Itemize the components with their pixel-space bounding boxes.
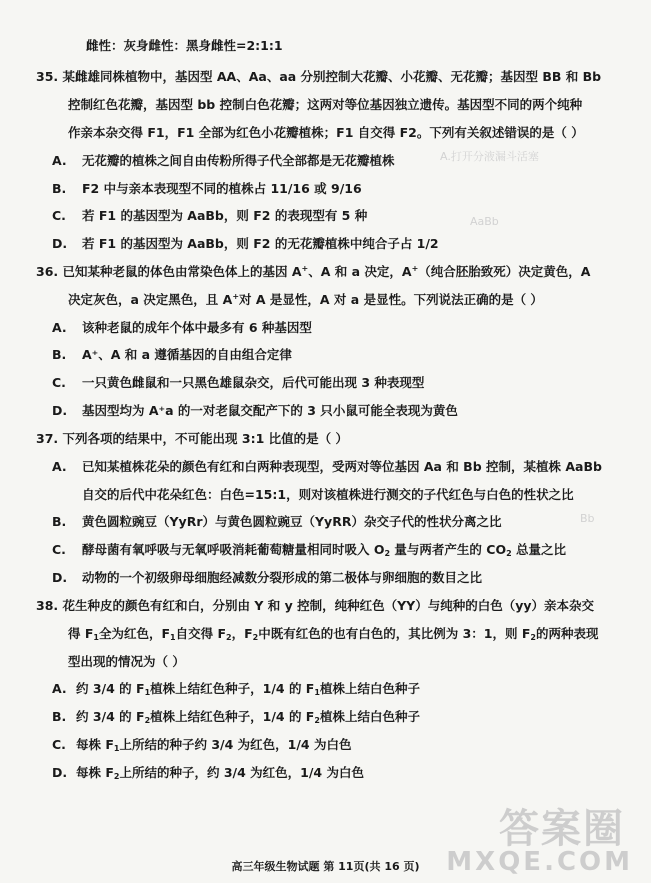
question-text: 某雌雄同株植物中，基因型 AA、Aa、aa 分别控制大花瓣、小花瓣、无花瓣；基因型 BB 和 Bb xyxy=(62,69,602,84)
option-37-a xyxy=(52,459,602,475)
option-37-d xyxy=(52,570,482,586)
watermark-logo: 答案圈 MXQE.COM xyxy=(446,806,633,877)
option-35-d xyxy=(52,236,439,252)
option-37-b xyxy=(52,514,501,530)
option-label: C. xyxy=(52,375,66,390)
option-text: 黄色圆粒豌豆（YyRr）与黄色圆粒豌豆（YyRR）杂交子代的性状分离之比 xyxy=(82,514,502,529)
option-text: 若 F1 的基因型为 AaBb，则 F2 的表现型有 5 种 xyxy=(82,208,368,223)
option-label: D. xyxy=(52,236,68,251)
option-37-a-cont: 自交的后代中花朵红色：白色=15:1，则对该植株进行测交的子代红色与白色的性状之比 xyxy=(82,487,574,502)
option-text: F2 中与亲本表现型不同的植株占 11/16 或 9/16 xyxy=(82,181,362,196)
bleed-through-text: AaBb xyxy=(470,215,499,228)
option-label: A. xyxy=(52,459,67,474)
option-label: B. xyxy=(52,709,67,724)
option-text: 基因型均为 A⁺a 的一对老鼠交配产下的 3 只小鼠可能全表现为黄色 xyxy=(82,403,458,418)
option-35-b xyxy=(52,181,362,197)
option-label: D. xyxy=(52,403,68,418)
option-label: B. xyxy=(52,347,67,362)
option-36-d xyxy=(52,403,458,419)
option-38-a: A. 约 3/4 的 $F_1$植株上结红色种子，1/4 的 $F_1$植株上结白色种子 xyxy=(52,681,420,697)
option-text: 若 F1 的基因型为 AaBb，则 F2 的无花瓣植株中纯合子占 1/2 xyxy=(82,236,439,251)
bleed-through-text: A.打开分液漏斗活塞 xyxy=(440,150,539,163)
option-text: 该种老鼠的成年个体中最多有 6 种基因型 xyxy=(82,320,312,335)
option-38-b: B. 约 3/4 的 $F_2$植株上结红色种子，1/4 的 $F_2$植株上结白色种子 xyxy=(52,709,420,725)
question-38-stem-3: 型出现的情况为（ ） xyxy=(68,654,185,669)
question-37-stem xyxy=(36,431,348,447)
option-text: 无花瓣的植株之间自由传粉所得子代全部都是无花瓣植株 xyxy=(82,153,395,168)
option-label: C. xyxy=(52,737,66,752)
option-label: C. xyxy=(52,208,66,223)
question-38-stem-1: 38. 花生种皮的颜色有红和白，分别由 Y 和 y 控制，纯种红色（YY）与纯种的白色（yy）亲本杂交 xyxy=(36,598,595,613)
option-38-c: C. 每株 $F_1$上所结的种子约 3/4 为红色，1/4 为白色 xyxy=(52,737,352,753)
question-36-stem-1: 36. 已知某种老鼠的体色由常染色体上的基因 A+、A 和 a 决定，A+（纯合胚胎致死）决定黄色，A xyxy=(36,264,591,279)
option-label: D. xyxy=(52,765,68,780)
question-number: 37. xyxy=(36,431,59,446)
question-number: 36. xyxy=(36,264,59,279)
option-label: B. xyxy=(52,514,67,529)
option-35-c xyxy=(52,208,367,224)
question-text: 下列各项的结果中，不可能出现 3:1 比值的是（ ） xyxy=(62,431,348,446)
option-label: A. xyxy=(52,153,67,168)
option-text: 一只黄色雌鼠和一只黑色雄鼠杂交，后代可能出现 3 种表现型 xyxy=(82,375,425,390)
option-37-c: C. 酵母菌有氧呼吸与无氧呼吸消耗葡萄糖量相同时吸入 $O_2$ 量与两者产生的 $CO_2$ 总量之比 xyxy=(52,542,567,558)
option-label: A. xyxy=(52,681,67,696)
option-36-a xyxy=(52,320,312,336)
option-35-a xyxy=(52,153,395,169)
bleed-through-text: Bb xyxy=(580,512,595,525)
option-text: A⁺、A 和 a 遵循基因的自由组合定律 xyxy=(82,347,292,362)
top-line: 雌性：灰身雌性：黑身雌性=2:1:1 xyxy=(86,38,283,53)
option-label: C. xyxy=(52,542,66,557)
question-35-stem-1 xyxy=(36,69,601,85)
option-label: D. xyxy=(52,570,68,585)
question-36-stem-2: 决定灰色，a 决定黑色，且 A+对 A 是显性，A 对 a 是显性。下列说法正确的是（ ） xyxy=(68,292,543,307)
question-number: 35. xyxy=(36,69,59,84)
option-text: 动物的一个初级卵母细胞经减数分裂形成的第二极体与卵细胞的数目之比 xyxy=(82,570,483,585)
page-footer: 高三年级生物试题 第 11页(共 16 页) xyxy=(231,860,420,873)
option-label: A. xyxy=(52,320,67,335)
option-text: 已知某植株花朵的颜色有红和白两种表现型，受两对等位基因 Aa 和 Bb 控制，某植株 AaBb xyxy=(82,459,602,474)
option-36-b xyxy=(52,347,292,363)
question-number: 38. xyxy=(36,598,59,613)
question-35-stem-2: 控制红色花瓣，基因型 bb 控制白色花瓣；这两对等位基因独立遗传。基因型不同的两个纯种 xyxy=(68,97,583,112)
option-36-c xyxy=(52,375,424,391)
question-35-stem-3: 作亲本杂交得 F1，F1 全部为红色小花瓣植株；F1 自交得 F2。下列有关叙述错误的是（ ） xyxy=(68,125,584,140)
option-label: B. xyxy=(52,181,67,196)
question-38-stem-2: 得 $F_1$全为红色，$F_1$自交得 $F_2$，$F_2$中既有红色的也有白色的，其比例为 3：1，则 $F_2$的两种表现 xyxy=(68,626,599,642)
option-38-d: D. 每株 $F_2$上所结的种子，约 3/4 为红色，1/4 为白色 xyxy=(52,765,364,781)
